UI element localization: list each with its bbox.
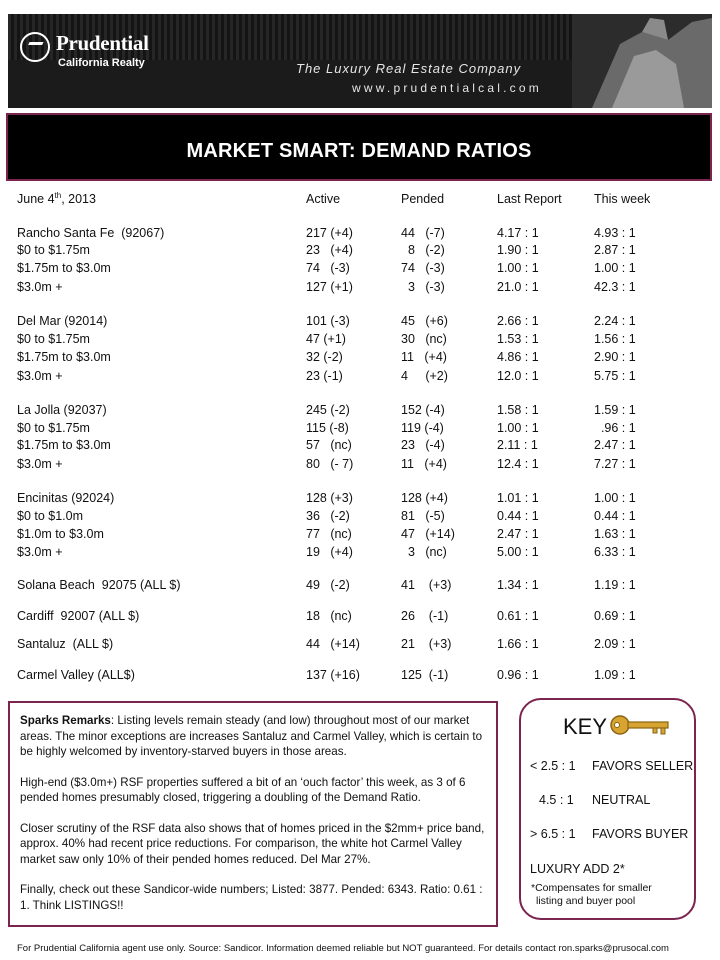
- cell-active: 245 (-2): [306, 403, 350, 417]
- cell-last-report: 1.90 : 1: [497, 243, 539, 257]
- table-row: [0, 509, 720, 527]
- cell-this-week: 5.75 : 1: [594, 369, 636, 383]
- sparks-remarks-box: [8, 701, 498, 927]
- cell-pended: 74 (-3): [401, 261, 445, 275]
- cell-pended: 119 (-4): [401, 421, 444, 435]
- cell-active: 57 (nc): [306, 438, 352, 452]
- table-row: [0, 280, 720, 298]
- key-title: KEY: [563, 714, 608, 739]
- table-row: [0, 350, 720, 368]
- table-row: [0, 369, 720, 387]
- cell-this-week: 2.24 : 1: [594, 314, 636, 328]
- cell-last-report: 1.53 : 1: [497, 332, 539, 346]
- row-label: $0 to $1.0m: [17, 509, 84, 523]
- key-footnote: *Compensates for smaller listing and buyer pool: [531, 882, 652, 907]
- table-row: [0, 637, 720, 655]
- table-row: [0, 243, 720, 261]
- cell-active: 49 (-2): [306, 578, 350, 592]
- cell-last-report: 1.58 : 1: [497, 403, 539, 417]
- column-header-this-week: This week: [594, 192, 651, 206]
- table-row: [0, 578, 720, 596]
- row-label: $1.75m to $3.0m: [17, 261, 111, 275]
- cell-active: 36 (-2): [306, 509, 350, 523]
- cell-last-report: 21.0 : 1: [497, 280, 539, 294]
- cell-last-report: 12.0 : 1: [497, 369, 539, 383]
- table-row: [0, 457, 720, 475]
- cell-pended: 11 (+4): [401, 350, 447, 364]
- cell-active: 23 (+4): [306, 243, 353, 257]
- cell-last-report: 1.00 : 1: [497, 261, 539, 275]
- cell-pended: 128 (+4): [401, 491, 448, 505]
- row-label: $0 to $1.75m: [17, 243, 90, 257]
- key-row-neutral: 4.5 : 1 NEUTRAL: [539, 793, 651, 807]
- key-legend-box: [519, 698, 696, 920]
- cell-pended: 125 (-1): [401, 668, 449, 682]
- row-label: $1.75m to $3.0m: [17, 438, 111, 452]
- cell-this-week: 7.27 : 1: [594, 457, 636, 471]
- page-title-bar: [6, 113, 712, 181]
- cell-pended: 3 (-3): [401, 280, 445, 294]
- row-label: Solana Beach 92075 (ALL $): [17, 578, 181, 592]
- cell-active: 80 (- 7): [306, 457, 354, 471]
- remarks-paragraph-2: High-end ($3.0m+) RSF properties suffered a bit of an ‘ouch factor’ this week, as 3 of 6 pended homes presumably closed, triggering a doubling of the Demand Ratio.: [20, 775, 466, 804]
- row-label: La Jolla (92037): [17, 403, 107, 417]
- cell-last-report: 1.00 : 1: [497, 421, 539, 435]
- prudential-logo: [20, 32, 149, 69]
- key-row-buyer: > 6.5 : 1 FAVORS BUYER: [530, 827, 689, 841]
- remarks-paragraph-1: Sparks Remarks: Listing levels remain steady (and low) throughout most of our market areas. The minor exceptions are increases Santaluz and Carmel Valley, which is certain to be highly welcomed by inventory-starved buyers in those areas.: [20, 714, 483, 758]
- table-row: [0, 332, 720, 350]
- cell-this-week: 2.90 : 1: [594, 350, 636, 364]
- row-label: Rancho Santa Fe (92067): [17, 226, 165, 240]
- row-label: Carmel Valley (ALL$): [17, 668, 135, 682]
- row-label: $3.0m +: [17, 369, 63, 383]
- cell-pended: 3 (nc): [401, 545, 447, 559]
- table-row: [0, 314, 720, 332]
- cell-pended: 30 (nc): [401, 332, 447, 346]
- cell-this-week: .96 : 1: [594, 421, 636, 435]
- table-row: [0, 403, 720, 421]
- cell-pended: 152 (-4): [401, 403, 445, 417]
- cell-pended: 45 (+6): [401, 314, 448, 328]
- cell-pended: 44 (-7): [401, 226, 445, 240]
- cell-active: 77 (nc): [306, 527, 352, 541]
- cell-active: 127 (+1): [306, 280, 353, 294]
- row-label: $0 to $1.75m: [17, 332, 90, 346]
- brand-subtitle: California Realty: [58, 57, 145, 69]
- cell-last-report: 2.47 : 1: [497, 527, 539, 541]
- cell-active: 137 (+16): [306, 668, 360, 682]
- cell-this-week: 1.59 : 1: [594, 403, 636, 417]
- cell-pended: 11 (+4): [401, 457, 447, 471]
- cell-active: 19 (+4): [306, 545, 353, 559]
- cell-active: 217 (+4): [306, 226, 353, 240]
- tagline: The Luxury Real Estate Company: [296, 61, 522, 76]
- key-luxury-add: LUXURY ADD 2*: [530, 862, 625, 876]
- cell-last-report: 4.86 : 1: [497, 350, 539, 364]
- remarks-paragraph-4: Finally, check out these Sandicor-wide numbers; Listed: 3877. Pended: 6343. Ratio: 0.61 : 1. Think LISTINGS!!: [20, 883, 483, 912]
- row-label: $3.0m +: [17, 280, 63, 294]
- cell-this-week: 1.09 : 1: [594, 668, 636, 682]
- cell-last-report: 2.11 : 1: [497, 438, 538, 452]
- decorative-figure-icon: [572, 14, 712, 108]
- row-label: $1.0m to $3.0m: [17, 527, 104, 541]
- cell-active: 32 (-2): [306, 350, 343, 364]
- cell-active: 128 (+3): [306, 491, 353, 505]
- cell-active: 23 (-1): [306, 369, 343, 383]
- cell-active: 18 (nc): [306, 609, 352, 623]
- cell-pended: 47 (+14): [401, 527, 455, 541]
- cell-this-week: 2.47 : 1: [594, 438, 636, 452]
- cell-pended: 81 (-5): [401, 509, 445, 523]
- cell-this-week: 1.56 : 1: [594, 332, 636, 346]
- table-row: [0, 261, 720, 279]
- cell-pended: 26 (-1): [401, 609, 449, 623]
- table-row: [0, 438, 720, 456]
- page-title: MARKET SMART: DEMAND RATIOS: [186, 139, 532, 162]
- cell-this-week: 1.00 : 1: [594, 491, 636, 505]
- cell-last-report: 5.00 : 1: [497, 545, 539, 559]
- cell-active: 74 (-3): [306, 261, 350, 275]
- cell-last-report: 2.66 : 1: [497, 314, 539, 328]
- table-row: [0, 421, 720, 439]
- key-row-seller: < 2.5 : 1 FAVORS SELLER: [530, 759, 694, 773]
- website-url: www.prudentialcal.com: [352, 81, 542, 95]
- table-row: [0, 609, 720, 627]
- cell-active: 115 (-8): [306, 421, 349, 435]
- footer-disclaimer: For Prudential California agent use only. Source: Sandicor. Information deemed reliable but NOT guaranteed. For details contact ron.sparks@prusocal.com: [17, 943, 669, 954]
- column-header-last-report: Last Report: [497, 192, 562, 206]
- cell-this-week: 2.09 : 1: [594, 637, 636, 651]
- cell-pended: 21 (+3): [401, 637, 452, 651]
- table-row: [0, 545, 720, 563]
- cell-this-week: 6.33 : 1: [594, 545, 636, 559]
- cell-pended: 4 (+2): [401, 369, 448, 383]
- cell-this-week: 2.87 : 1: [594, 243, 636, 257]
- cell-this-week: 0.69 : 1: [594, 609, 636, 623]
- cell-last-report: 1.34 : 1: [497, 578, 539, 592]
- cell-this-week: 0.44 : 1: [594, 509, 636, 523]
- cell-this-week: 4.93 : 1: [594, 226, 636, 240]
- column-header-active: Active: [306, 192, 341, 206]
- cell-this-week: 1.63 : 1: [594, 527, 636, 541]
- remarks-heading: Sparks Remarks: [20, 714, 111, 727]
- cell-active: 44 (+14): [306, 637, 360, 651]
- report-date: June 4th, 2013: [17, 190, 96, 206]
- row-label: $0 to $1.75m: [17, 421, 90, 435]
- header-banner: [8, 14, 712, 108]
- prudential-rock-logo-icon: [20, 32, 50, 62]
- table-header-row: [0, 192, 720, 210]
- cell-last-report: 1.01 : 1: [497, 491, 539, 505]
- row-label: Santaluz (ALL $): [17, 637, 114, 651]
- key-icon: [609, 714, 673, 736]
- brand-name: Prudential: [56, 31, 149, 55]
- cell-last-report: 0.61 : 1: [497, 609, 539, 623]
- table-row: [0, 527, 720, 545]
- row-label: Encinitas (92024): [17, 491, 115, 505]
- cell-pended: 41 (+3): [401, 578, 452, 592]
- row-label: $1.75m to $3.0m: [17, 350, 111, 364]
- row-label: $3.0m +: [17, 457, 63, 471]
- cell-pended: 8 (-2): [401, 243, 445, 257]
- table-row: [0, 226, 720, 244]
- cell-active: 47 (+1): [306, 332, 346, 346]
- cell-this-week: 42.3 : 1: [594, 280, 636, 294]
- cell-last-report: 4.17 : 1: [497, 226, 539, 240]
- cell-pended: 23 (-4): [401, 438, 445, 452]
- remarks-paragraph-3: Closer scrutiny of the RSF data also shows that of homes priced in the $2mm+ price band, approx. 40% had recent price reductions. For comparison, the white hot Carmel Valley market saw only 10% of their pended homes reduced. Del Mar 27%.: [20, 821, 485, 866]
- cell-this-week: 1.19 : 1: [594, 578, 636, 592]
- row-label: $3.0m +: [17, 545, 63, 559]
- table-row: [0, 668, 720, 686]
- cell-this-week: 1.00 : 1: [594, 261, 636, 275]
- cell-last-report: 0.96 : 1: [497, 668, 539, 682]
- column-header-pended: Pended: [401, 192, 445, 206]
- row-label: Cardiff 92007 (ALL $): [17, 609, 140, 623]
- cell-last-report: 1.66 : 1: [497, 637, 539, 651]
- cell-last-report: 0.44 : 1: [497, 509, 539, 523]
- cell-active: 101 (-3): [306, 314, 350, 328]
- table-row: [0, 491, 720, 509]
- cell-last-report: 12.4 : 1: [497, 457, 539, 471]
- row-label: Del Mar (92014): [17, 314, 108, 328]
